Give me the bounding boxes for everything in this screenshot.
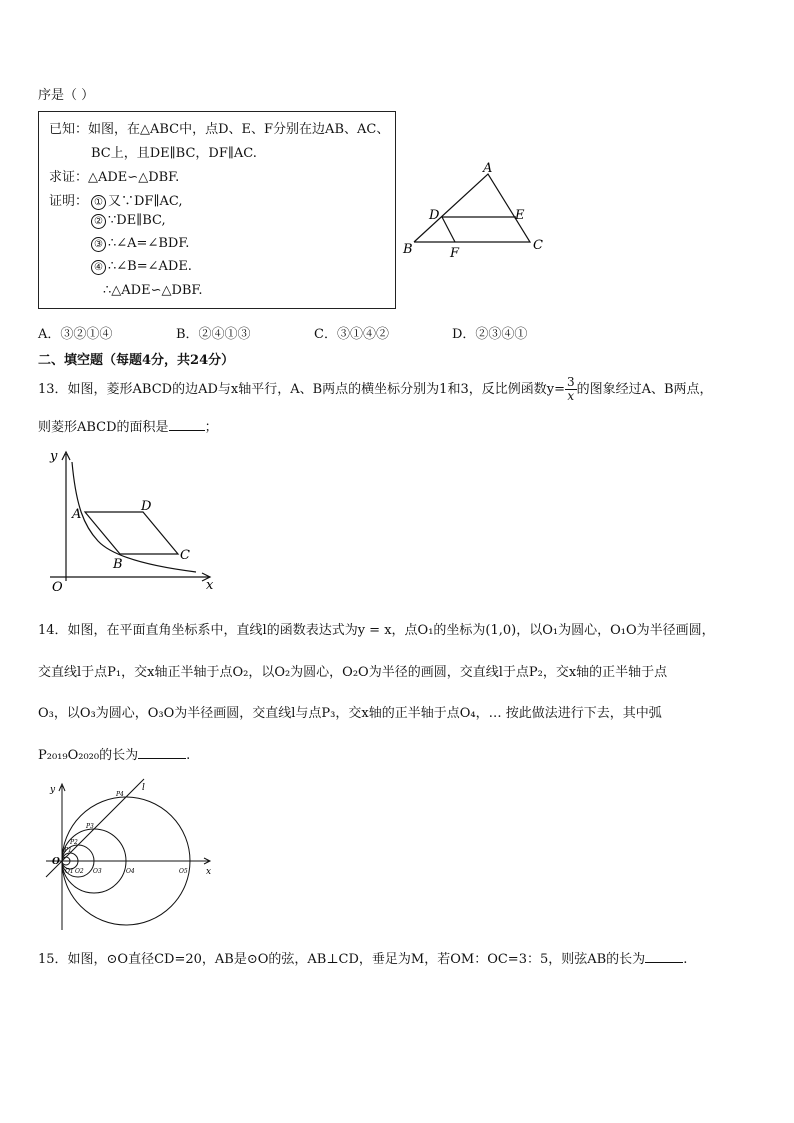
proof-step-2: ② ∵DE∥BC,	[91, 213, 166, 229]
circles-figure	[38, 778, 218, 938]
rhombus-figure	[38, 446, 218, 596]
option-d: D．②③④①	[452, 327, 528, 342]
q15-line: 15．如图，⊙O直径CD=20，AB是⊙O的弦，AB⊥CD，垂足为M，若OM：OC=3：5，则弦AB的长为 .	[38, 952, 688, 967]
q14-line-3: O₃，以O₃为圆心，O₃O为半径画圆，交直线l与点P₃，交x轴的正半轴于点O₄，… 按此做法进行下去，其中弧	[38, 706, 662, 721]
option-b: B．②④①③	[176, 327, 251, 342]
label-P2: P2	[70, 839, 78, 846]
origin-O: O	[52, 580, 63, 595]
section-title: 二、填空题（每题4分，共24分）	[38, 353, 235, 368]
q14-line-2: 交直线l于点P₁，交x轴正半轴于点O₂，以O₂为圆心，O₂O为半径的画圆，交直线l于点P₂，交x轴的正半轴于点	[38, 665, 668, 680]
proof-step-1: ① 又∵DF∥AC,	[91, 190, 182, 210]
proof-box	[38, 111, 396, 309]
label-P3: P3	[86, 823, 94, 830]
option-c: C．③①④②	[314, 327, 389, 342]
q14-line-1: 14．如图，在平面直角坐标系中，直线l的函数表达式为y = x，点O₁的坐标为(1,0)，以O₁为圆心，O₁O为半径画圆，	[38, 623, 715, 638]
label-O2: O2	[75, 868, 84, 875]
label-O1: O1	[65, 868, 74, 875]
label-F: F	[450, 246, 460, 261]
label-O4: O4	[126, 868, 135, 875]
label-A: A	[72, 507, 82, 522]
q13-line-1: 13．如图，菱形ABCD的边AD与x轴平行，A、B两点的横坐标分别为1和3，反比例函数y= $\frac{3}{x}$ 的图象经过A、B两点，	[38, 375, 713, 403]
label-C: C	[533, 238, 543, 253]
proof-step-3: ③ ∴∠A=∠BDF.	[91, 236, 189, 252]
q13-line-2: 则菱形ABCD的面积是 ；	[38, 420, 218, 435]
given-line-1: 已知：如图，在△ABC中，点D、E、F分别在边AB、AC、	[49, 122, 390, 137]
label-C: C	[180, 548, 190, 563]
label-B: B	[403, 242, 413, 257]
triangle-figure	[400, 160, 560, 260]
axis-x: x	[206, 867, 212, 877]
prev-question-fragment: 序是（ ）	[38, 88, 95, 103]
proof-label: 证明：	[49, 194, 89, 209]
label-P1: P1	[64, 847, 72, 854]
option-a: A．③②①④	[38, 327, 113, 342]
label-A: A	[483, 161, 493, 176]
label-P4: P4	[116, 791, 124, 798]
label-D: D	[141, 499, 152, 514]
proof-conclusion: ∴△ADE∽△DBF.	[103, 283, 203, 298]
axis-y: y	[50, 449, 58, 464]
label-D: D	[429, 208, 440, 223]
given-line-2: BC上，且DE∥BC，DF∥AC.	[91, 146, 257, 161]
axis-x: x	[206, 578, 214, 593]
origin-O: O	[52, 857, 60, 867]
label-O3: O3	[93, 868, 102, 875]
proof-step-4: ④ ∴∠B=∠ADE.	[91, 259, 192, 275]
label-B: B	[113, 557, 123, 572]
prove-line: 求证：△ADE∽△DBF.	[49, 170, 180, 185]
q14-line-4: P₂₀₁₉O₂₀₂₀的长为 .	[38, 748, 191, 763]
axis-y: y	[50, 785, 56, 795]
label-O5: O5	[179, 868, 188, 875]
label-E: E	[515, 208, 525, 223]
line-l: l	[142, 783, 145, 793]
